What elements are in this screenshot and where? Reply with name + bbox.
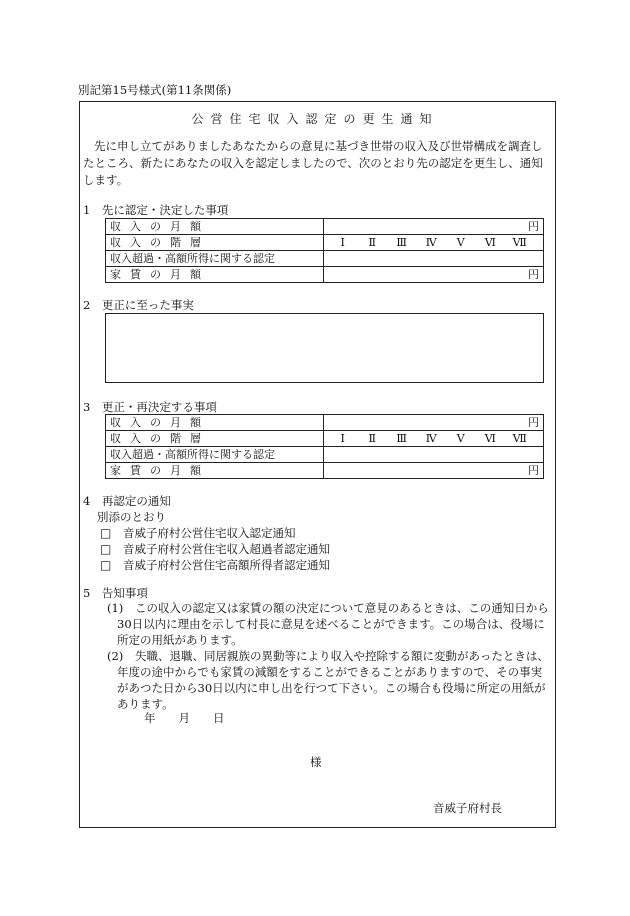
level-mark: Ⅰ xyxy=(340,432,345,445)
row-label: 収入の月額 xyxy=(106,415,324,431)
section5-heading: 5 告知事項 xyxy=(83,586,148,600)
level-cell xyxy=(323,235,543,251)
option-label: 音威子府村公営住宅収入認定通知 xyxy=(123,526,296,540)
row-value: 円 xyxy=(323,463,543,479)
level-mark: Ⅳ xyxy=(425,432,437,445)
row-label: 収入超過・高額所得に関する認定 xyxy=(106,447,324,463)
level-mark: Ⅲ xyxy=(396,236,408,249)
level-mark: Ⅵ xyxy=(484,432,496,445)
table-row xyxy=(106,415,544,431)
notice-number: (1) xyxy=(107,601,124,615)
row-value xyxy=(323,251,543,267)
table-row xyxy=(106,447,544,463)
table-row xyxy=(106,463,544,479)
section3-heading: 3 更正・再決定する事項 xyxy=(83,400,217,414)
option-item xyxy=(100,541,330,557)
row-label: 収入の階層 xyxy=(106,431,324,447)
option-label: 音威子府村公営住宅収入超過者認定通知 xyxy=(123,542,330,556)
row-label: 家賃の月額 xyxy=(106,267,324,283)
form-number: 別記第15号様式(第11条関係) xyxy=(78,83,232,97)
row-label: 収入の階層 xyxy=(106,235,324,251)
row-value xyxy=(323,447,543,463)
section1-table xyxy=(105,218,544,283)
level-mark: Ⅵ xyxy=(484,236,496,249)
level-mark: Ⅶ xyxy=(512,236,527,249)
table-row xyxy=(106,267,544,283)
option-label: 音威子府村公営住宅高額所得者認定通知 xyxy=(123,558,330,572)
row-value: 円 xyxy=(323,267,543,283)
notice-item-1 xyxy=(107,600,551,648)
notice-text: この収入の認定又は家賃の額の決定について意見のあるときは、この通知日から30日以内に理由を示して村長に意見を述べることができます。この場合は、役場に所定の用紙があります。 xyxy=(117,601,549,647)
row-label: 収入超過・高額所得に関する認定 xyxy=(106,251,324,267)
recipient-honorific: 様 xyxy=(310,755,322,769)
checkbox-icon[interactable]: □ xyxy=(100,526,112,540)
level-mark: Ⅴ xyxy=(456,236,465,249)
table-row xyxy=(106,251,544,267)
document-title: 公営住宅収入認定の更生通知 xyxy=(191,112,439,126)
section2-heading: 2 更正に至った事実 xyxy=(83,298,194,312)
notice-number: (2) xyxy=(107,649,124,663)
issuer-name: 音威子府村長 xyxy=(433,801,502,815)
level-mark: Ⅱ xyxy=(368,432,376,445)
level-mark: Ⅳ xyxy=(425,236,437,249)
level-mark: Ⅱ xyxy=(368,236,376,249)
table-row xyxy=(106,219,544,235)
section4-subtext: 別添のとおり xyxy=(97,510,166,524)
section4-heading: 4 再認定の通知 xyxy=(83,494,171,508)
option-item xyxy=(100,525,296,541)
facts-box xyxy=(105,313,544,383)
notice-item-2 xyxy=(107,648,551,712)
level-mark: Ⅴ xyxy=(456,432,465,445)
row-value: 円 xyxy=(323,415,543,431)
intro-paragraph: 先に申し立てがありましたあなたからの意見に基づき世帯の収入及び世帯構成を調査したところ、新たにあなたの収入を認定しましたので、次のとおり先の認定を更生し、通知します。 xyxy=(83,139,543,187)
row-label: 家賃の月額 xyxy=(106,463,324,479)
section1-heading: 1 先に認定・決定した事項 xyxy=(83,203,229,217)
date-line: 年 月 日 xyxy=(144,711,225,725)
notice-text: 失職、退職、同居親族の異動等により収入や控除する額に変動があったときは、年度の途中からでも家賃の減額をすることができることがありますので、その事実があつた日から30日以内に申し出を行つて下さい。この場合も役場に所定の用紙があります。 xyxy=(117,649,549,711)
level-mark: Ⅰ xyxy=(340,236,345,249)
level-cell xyxy=(323,431,543,447)
table-row xyxy=(106,235,544,251)
row-value: 円 xyxy=(323,219,543,235)
row-label: 収入の月額 xyxy=(106,219,324,235)
checkbox-icon[interactable]: □ xyxy=(100,558,112,572)
table-row xyxy=(106,431,544,447)
section3-table xyxy=(105,414,544,479)
level-mark: Ⅲ xyxy=(396,432,408,445)
option-item xyxy=(100,557,330,573)
level-mark: Ⅶ xyxy=(512,432,527,445)
checkbox-icon[interactable]: □ xyxy=(100,542,112,556)
